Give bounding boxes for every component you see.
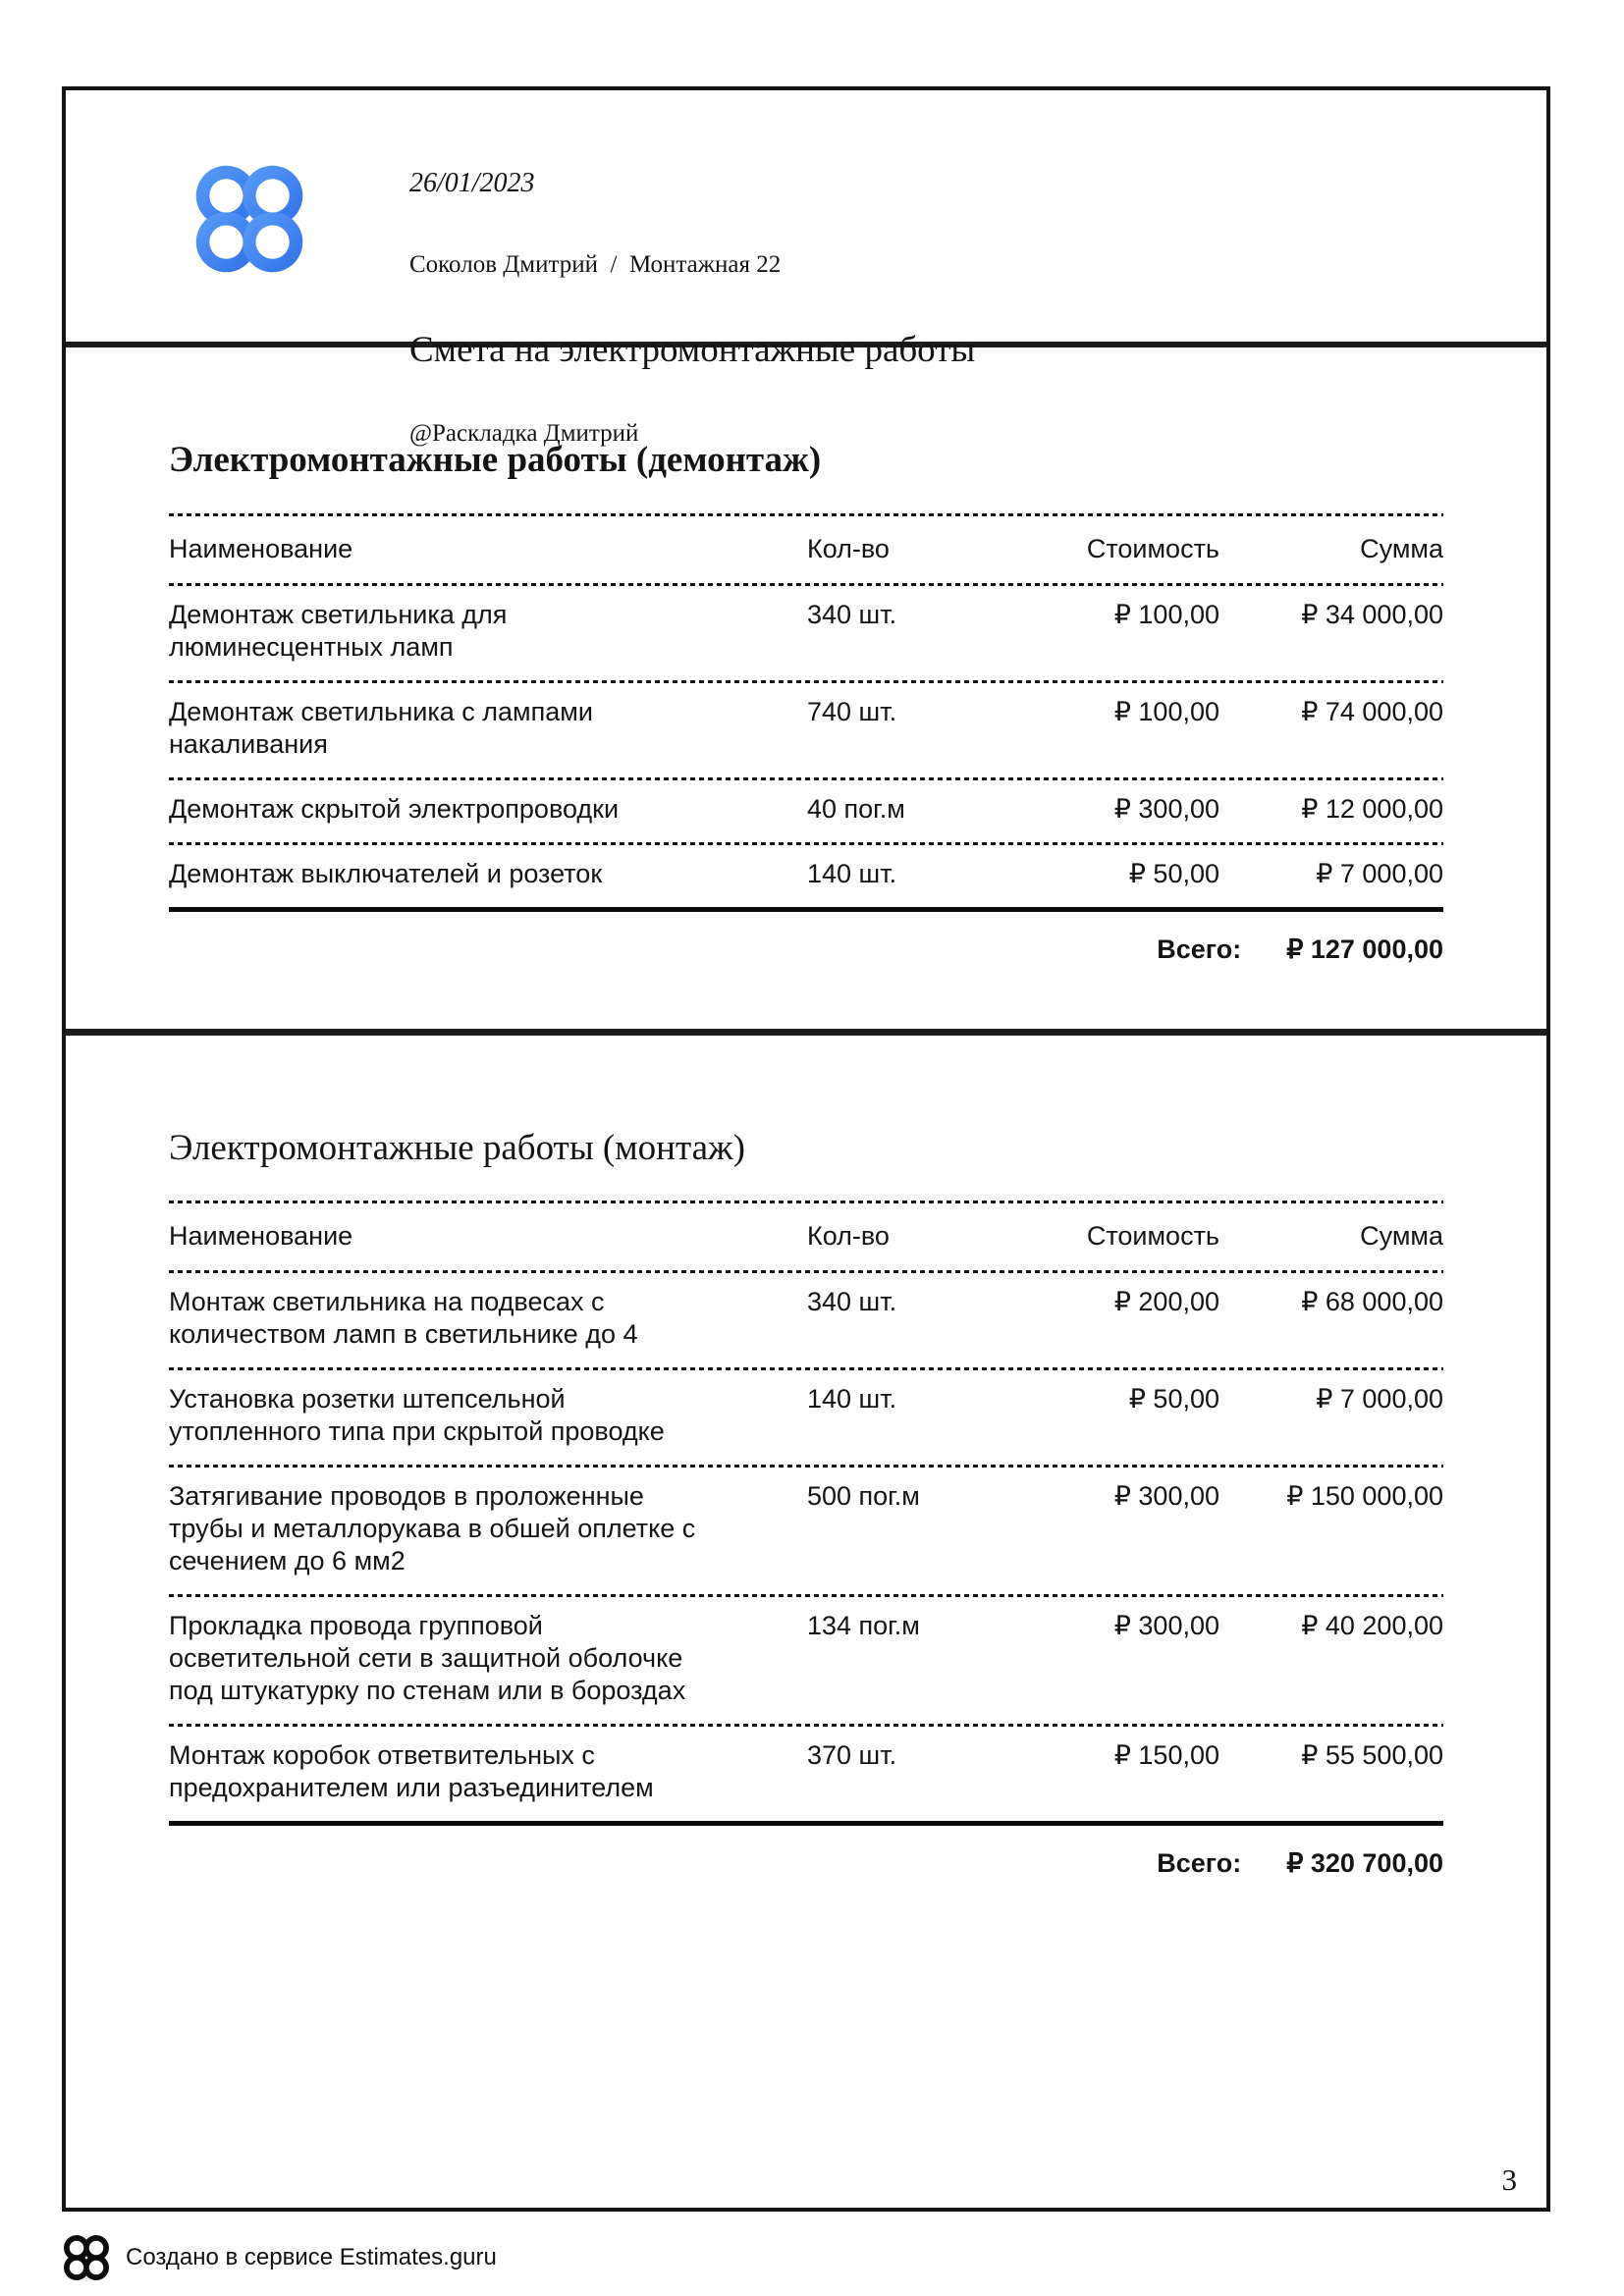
table-row xyxy=(169,1370,1443,1465)
row-sum: ₽ 40 200,00 xyxy=(1301,1611,1443,1641)
table-row xyxy=(169,1273,1443,1367)
row-qty: 340 шт. xyxy=(807,599,897,629)
table-row xyxy=(169,586,1443,680)
row-name: Демонтаж светильника с лампами накаливания xyxy=(169,696,593,759)
row-sum: ₽ 7 000,00 xyxy=(1316,858,1443,888)
row-price: ₽ 50,00 xyxy=(1128,1384,1219,1415)
page-title: Смета на электромонтажные работы xyxy=(409,330,976,370)
table-row xyxy=(169,1597,1443,1724)
clover-logo-icon xyxy=(62,2230,111,2285)
row-sum: ₽ 68 000,00 xyxy=(1301,1287,1443,1317)
row-name: Затягивание проводов в проложенные трубы и металлорукава в обшей оплетке с сечением до 6 мм2 xyxy=(169,1481,696,1576)
row-price: ₽ 100,00 xyxy=(1113,696,1219,726)
author-line: Соколов Дмитрий / Монтажная 22 xyxy=(409,251,782,278)
total-label: Всего: xyxy=(1157,934,1242,964)
col-header-qty: Кол-во xyxy=(807,1221,890,1252)
estimate-sheet xyxy=(62,86,1550,2212)
row-price: ₽ 50,00 xyxy=(1128,858,1219,888)
total-amount: ₽ 127 000,00 xyxy=(1286,934,1443,964)
row-sum: ₽ 34 000,00 xyxy=(1301,599,1443,629)
row-sum: ₽ 150 000,00 xyxy=(1286,1481,1443,1512)
document-date: 26/01/2023 xyxy=(409,168,535,198)
total-label: Всего: xyxy=(1157,1848,1242,1879)
row-name: Прокладка провода групповой осветительной сети в защитной оболочке под штукатурку по стенам или в бороздах xyxy=(169,1611,686,1706)
section-title: Электромонтажные работы (монтаж) xyxy=(169,1127,745,1168)
row-qty: 140 шт. xyxy=(807,1384,897,1415)
col-header-name: Наименование xyxy=(169,533,353,563)
row-sum: ₽ 55 500,00 xyxy=(1301,1740,1443,1771)
section-divider xyxy=(66,1029,1546,1036)
row-qty: 134 пог.м xyxy=(807,1611,920,1641)
row-name: Монтаж светильника на подвесах с количеством ламп в светильнике до 4 xyxy=(169,1287,638,1350)
document-subtitle: @Раскладка Дмитрий xyxy=(409,420,639,447)
table-header-row xyxy=(169,516,1443,583)
row-name: Демонтаж выключателей и розеток xyxy=(169,858,603,888)
clover-logo-icon xyxy=(191,153,307,285)
table-total-divider xyxy=(169,907,1443,912)
row-name: Демонтаж светильника для люминесцентных ламп xyxy=(169,599,508,662)
row-name: Установка розетки штепсельной утопленного типа при скрытой проводке xyxy=(169,1384,665,1447)
row-qty: 340 шт. xyxy=(807,1287,897,1317)
row-price: ₽ 300,00 xyxy=(1113,793,1219,824)
section-title: Электромонтажные работы (демонтаж) xyxy=(169,440,822,480)
col-header-qty: Кол-во xyxy=(807,533,890,563)
table-header-row xyxy=(169,1203,1443,1270)
total-amount: ₽ 320 700,00 xyxy=(1286,1848,1443,1879)
col-header-sum: Сумма xyxy=(1360,533,1443,563)
row-name: Демонтаж скрытой электропроводки xyxy=(169,793,620,824)
table-row xyxy=(169,1468,1443,1594)
table-body xyxy=(169,1273,1443,1821)
header-text-block xyxy=(409,133,975,483)
document-header xyxy=(66,90,1546,447)
row-sum: ₽ 7 000,00 xyxy=(1316,1384,1443,1415)
row-sum: ₽ 12 000,00 xyxy=(1301,793,1443,824)
row-price: ₽ 300,00 xyxy=(1113,1481,1219,1512)
total-row xyxy=(169,934,1443,966)
col-header-price: Стоимость xyxy=(1086,533,1219,563)
row-name: Монтаж коробок ответвительных с предохранителем или разъединителем xyxy=(169,1740,654,1803)
row-sum: ₽ 74 000,00 xyxy=(1301,696,1443,726)
row-qty: 370 шт. xyxy=(807,1740,897,1771)
col-header-name: Наименование xyxy=(169,1221,353,1252)
works-table xyxy=(169,1201,1443,1880)
works-table xyxy=(169,513,1443,966)
row-price: ₽ 300,00 xyxy=(1113,1611,1219,1641)
total-row xyxy=(169,1847,1443,1880)
col-header-price: Стоимость xyxy=(1086,1221,1219,1252)
table-row xyxy=(169,845,1443,907)
footer-credit: Создано в сервисе Estimates.guru xyxy=(126,2244,497,2270)
table-row xyxy=(169,683,1443,777)
table-row xyxy=(169,780,1443,842)
row-price: ₽ 150,00 xyxy=(1113,1740,1219,1771)
table-total-divider xyxy=(169,1821,1443,1826)
company-logo xyxy=(191,153,307,290)
row-qty: 740 шт. xyxy=(807,696,897,726)
section-montazh xyxy=(66,1126,1546,1881)
col-header-sum: Сумма xyxy=(1360,1221,1443,1252)
row-price: ₽ 100,00 xyxy=(1113,599,1219,629)
service-footer xyxy=(62,2230,497,2285)
row-qty: 500 пог.м xyxy=(807,1481,920,1512)
table-body xyxy=(169,586,1443,907)
section-demontazh xyxy=(66,438,1546,966)
row-qty: 40 пог.м xyxy=(807,793,905,824)
page-number: 3 xyxy=(1501,2163,1517,2197)
row-qty: 140 шт. xyxy=(807,858,897,888)
row-price: ₽ 200,00 xyxy=(1113,1287,1219,1317)
table-row xyxy=(169,1727,1443,1821)
